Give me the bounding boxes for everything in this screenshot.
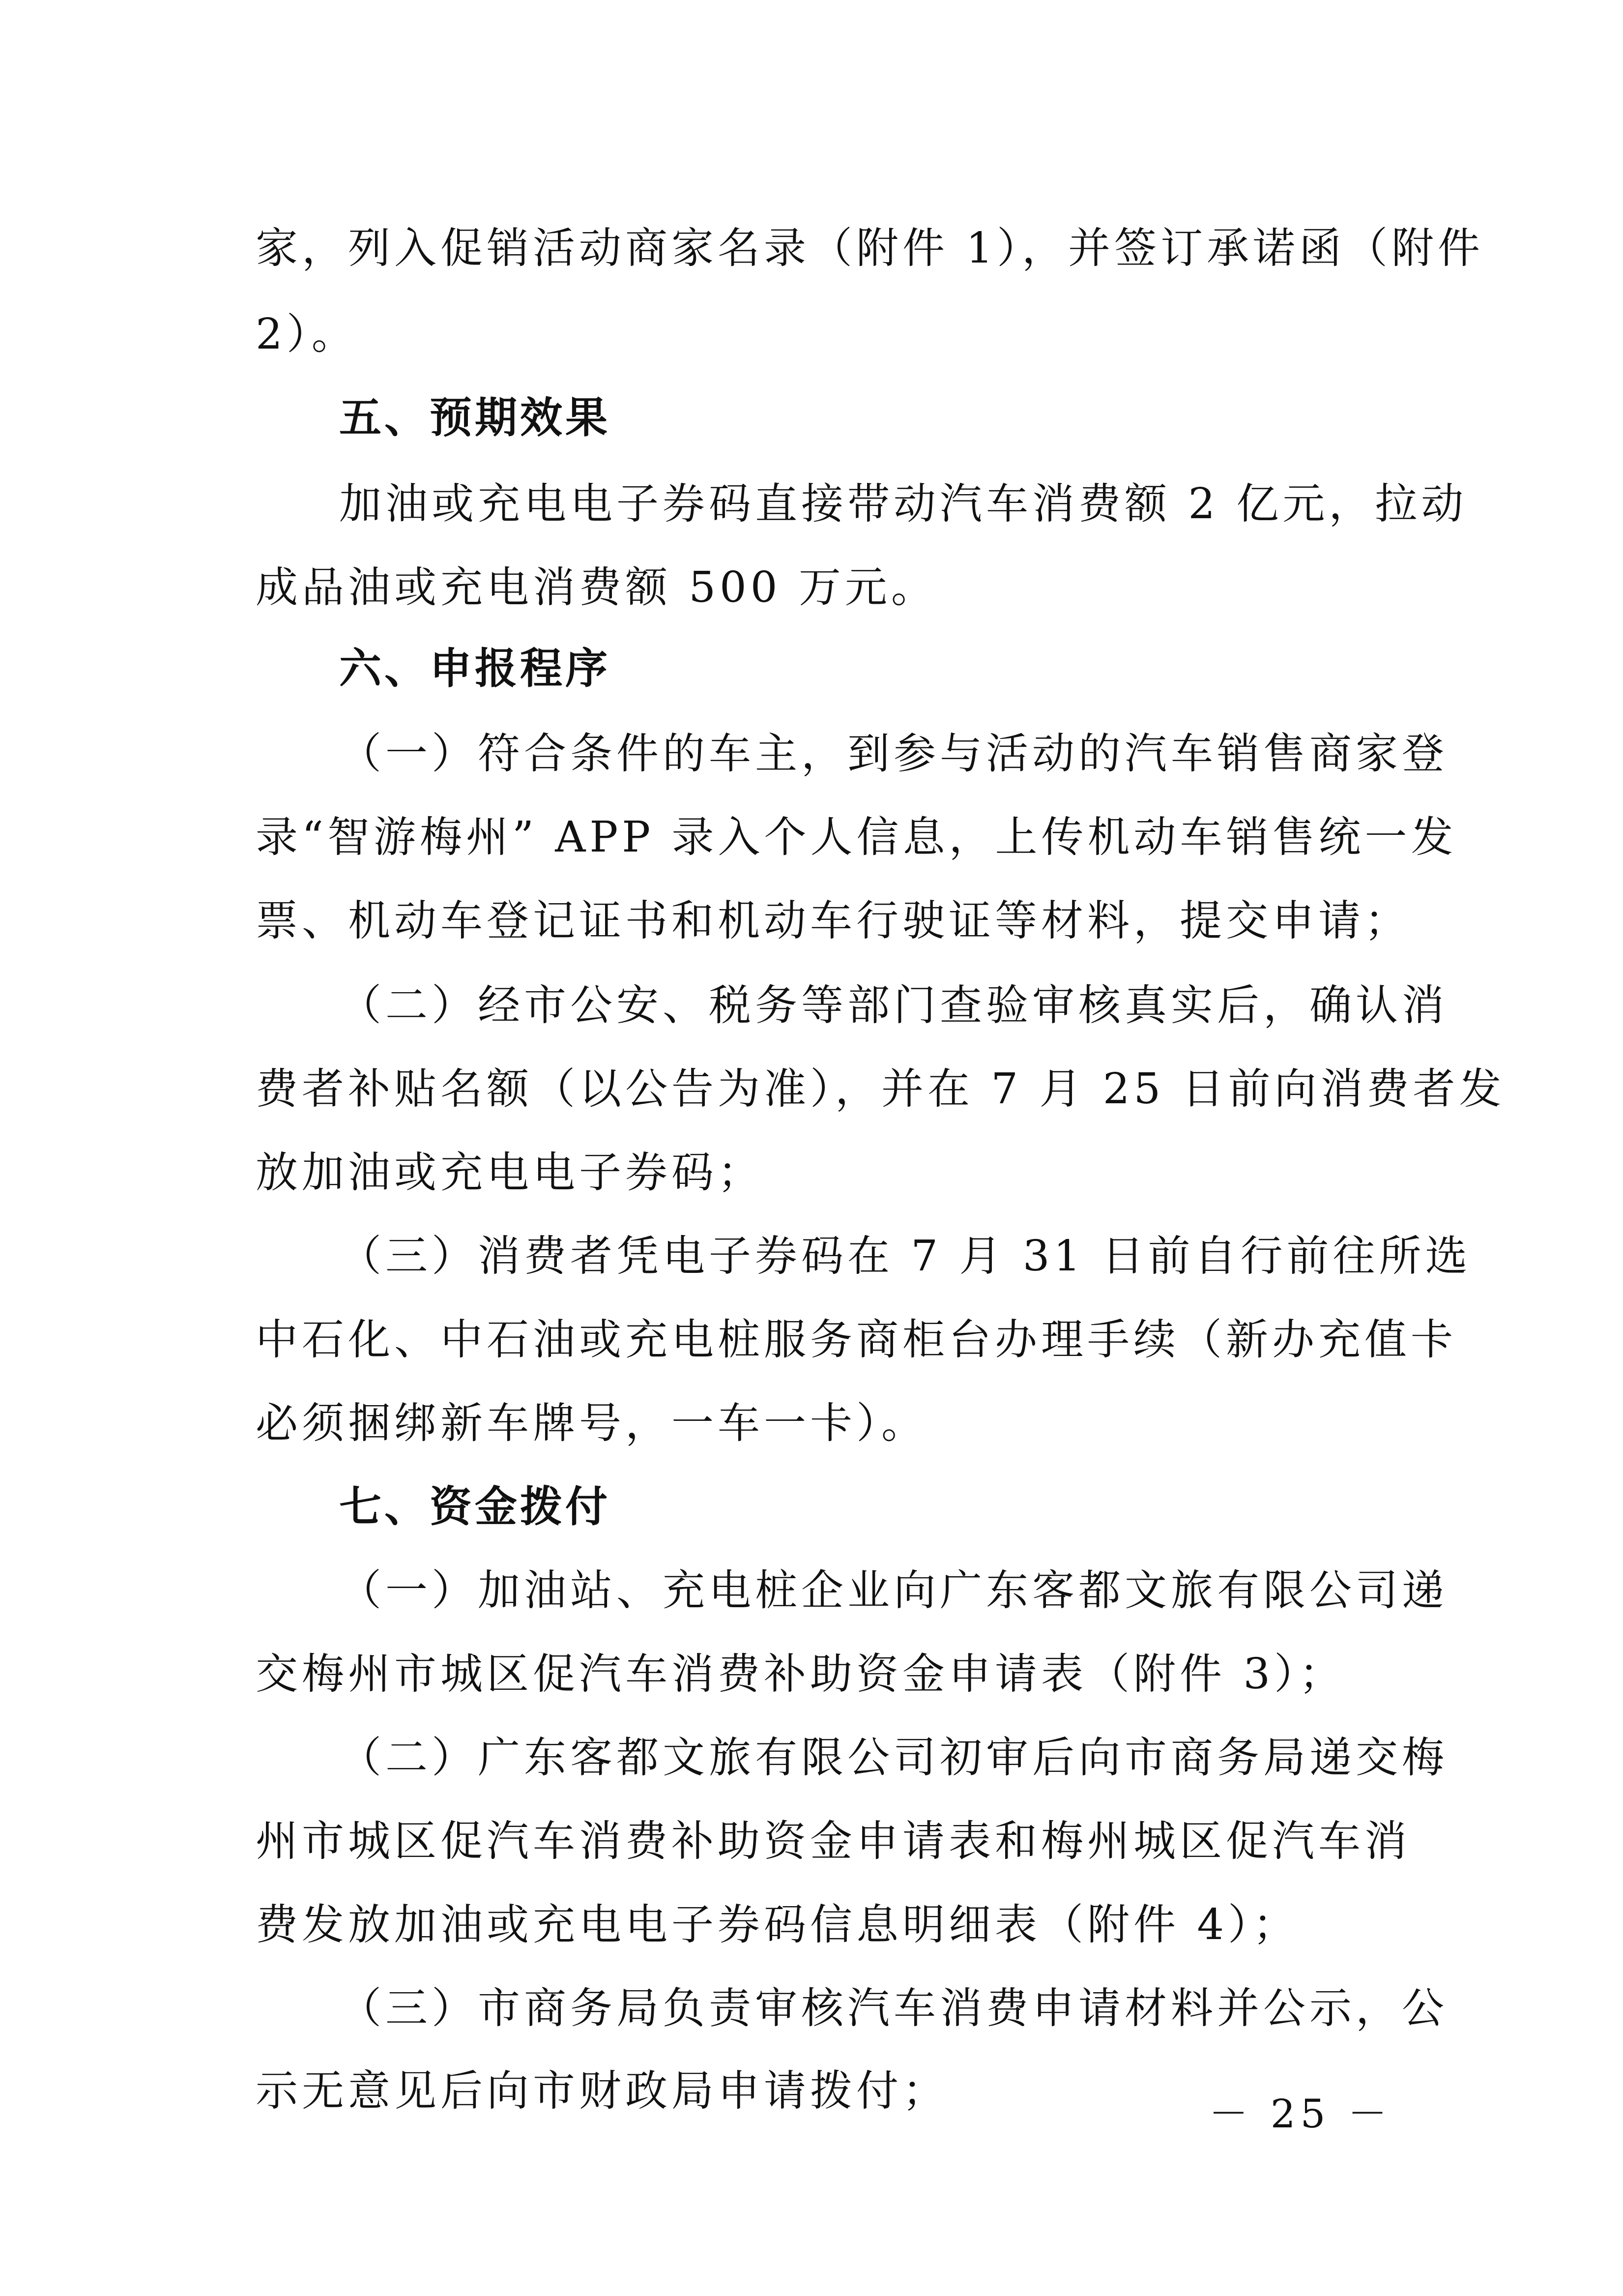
body-line-18: 交梅州市城区促汽车消费补助资金申请表（附件 3）； [256,1649,1346,1699]
body-line-7: （一）符合条件的车主，到参与活动的汽车销售商家登 [339,729,1448,778]
body-line-5: 成品油或充电消费额 500 万元。 [256,563,937,612]
body-line-10: （二）经市公安、税务等部门查验审核真实后，确认消 [339,981,1448,1030]
body-line-23: 示无意见后向市财政局申请拨付； [256,2066,949,2116]
body-line-22: （三）市商务局负责审核汽车消费申请材料并公示，公 [339,1984,1448,2033]
page-number: － 25 － [1209,2091,1392,2137]
section-heading-expected-effect: 五、预期效果 [339,393,610,442]
body-line-2: 2）。 [256,310,358,359]
body-line-8: 录“智游梅州” APP 录入个人信息，上传机动车销售统一发 [256,813,1457,862]
body-line-4: 加油或充电电子券码直接带动汽车消费额 2 亿元，拉动 [339,479,1468,529]
body-line-1: 家，列入促销活动商家名录（附件 1），并签订承诺函（附件 [256,224,1484,273]
body-line-21: 费发放加油或充电电子券码信息明细表（附件 4）； [256,1900,1300,1949]
section-heading-application-procedure: 六、申报程序 [339,644,610,693]
body-line-19: （二）广东客都文旅有限公司初审后向市商务局递交梅 [339,1733,1448,1782]
body-line-14: 中石化、中石油或充电桩服务商柜台办理手续（新办充值卡 [256,1315,1457,1364]
body-line-15: 必须捆绑新车牌号，一车一卡）。 [256,1399,927,1448]
body-line-11: 费者补贴名额（以公告为准），并在 7 月 25 日前向消费者发 [256,1064,1506,1114]
body-line-13: （三）消费者凭电子券码在 7 月 31 日前自行前往所选 [339,1232,1472,1281]
body-line-17: （一）加油站、充电桩企业向广东客都文旅有限公司递 [339,1566,1448,1615]
body-line-12: 放加油或充电电子券码； [256,1148,764,1197]
body-line-9: 票、机动车登记证书和机动车行驶证等材料，提交申请； [256,896,1411,945]
section-heading-fund-allocation: 七、资金拨付 [339,1482,610,1531]
body-line-20: 州市城区促汽车消费补助资金申请表和梅州城区促汽车消 [256,1817,1411,1866]
